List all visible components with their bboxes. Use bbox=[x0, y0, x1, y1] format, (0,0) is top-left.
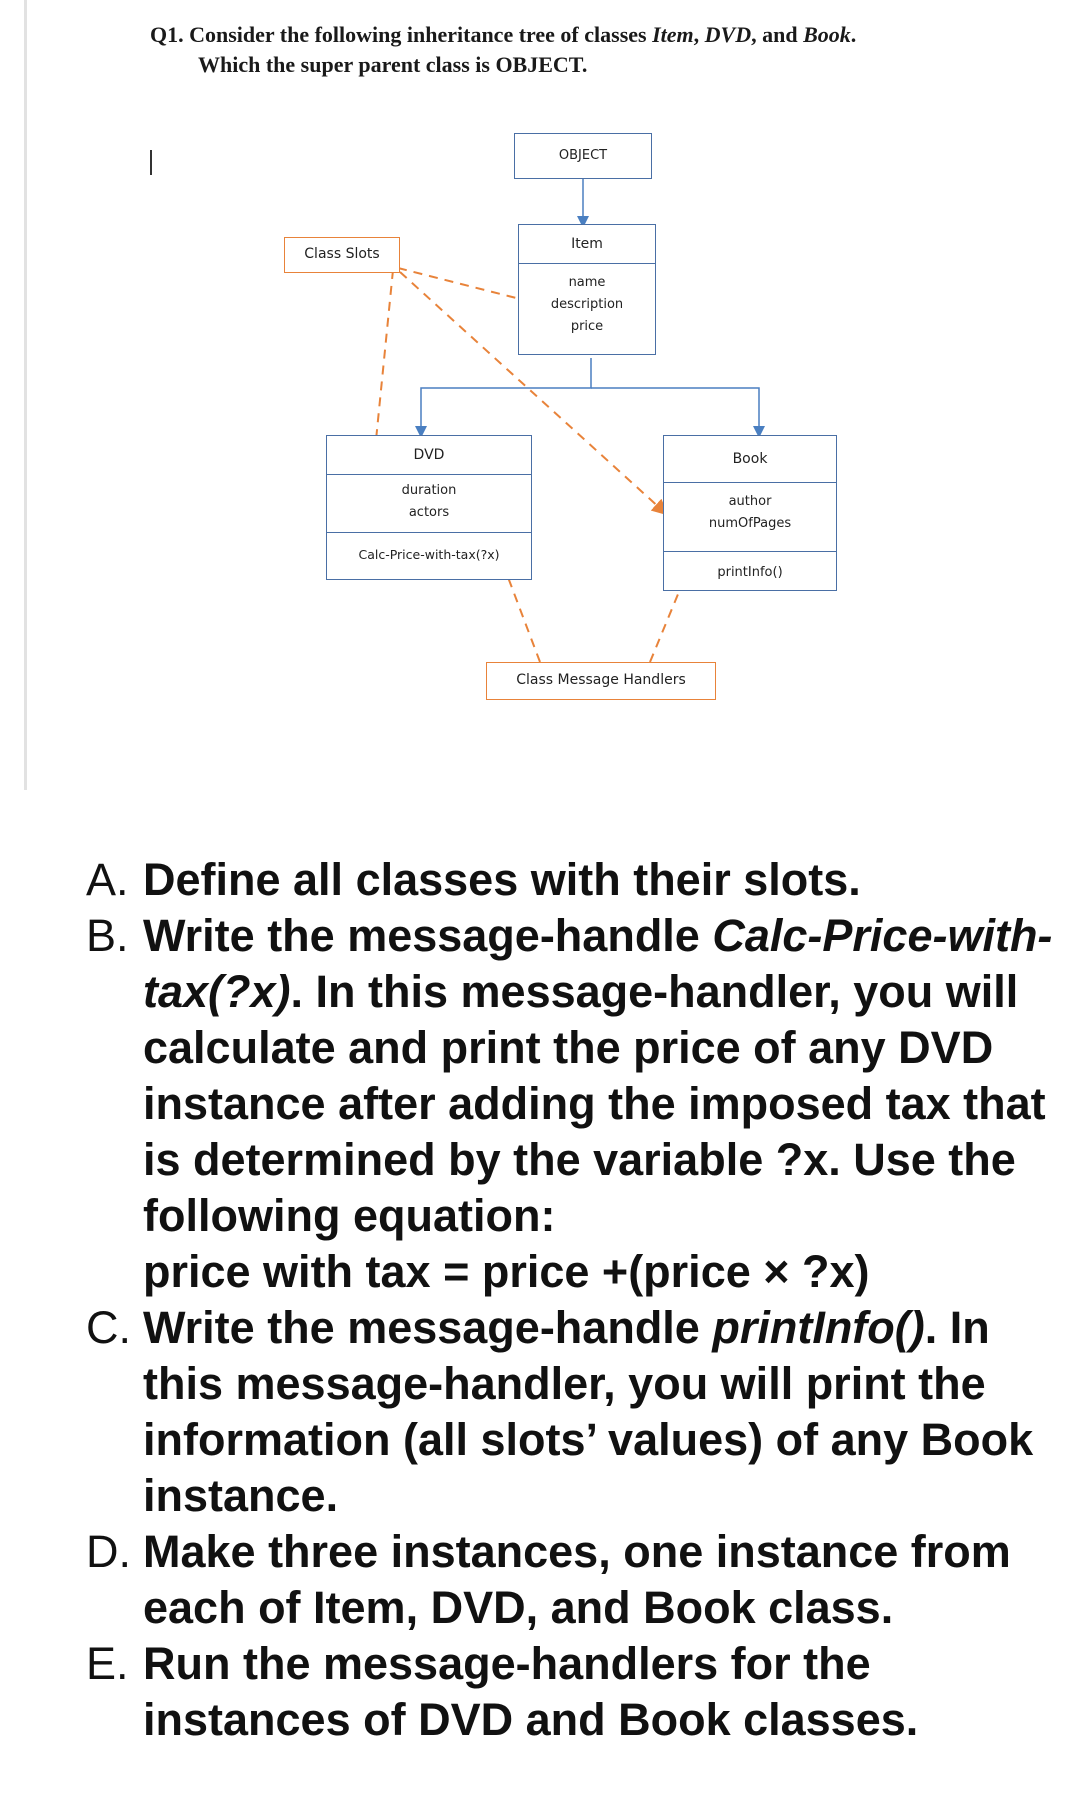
task-b-handler-name: Calc-Price-with-tax(?x) bbox=[143, 910, 1053, 1017]
class-name-item: Item bbox=[652, 22, 694, 47]
class-name-dvd: DVD bbox=[704, 22, 752, 47]
book-handler: printInfo() bbox=[664, 551, 836, 594]
item-slot-price: price bbox=[570, 319, 604, 334]
book-class-title: Book bbox=[732, 451, 768, 467]
item-slot-name: name bbox=[568, 275, 606, 290]
task-e: E. Run the message-handlers for the instances of DVD and Book classes. bbox=[86, 1638, 919, 1745]
item-slot-description: description bbox=[550, 297, 624, 312]
diagram-connectors bbox=[0, 0, 1080, 760]
book-class-box bbox=[663, 435, 837, 591]
dvd-slot-duration: duration bbox=[401, 483, 457, 498]
class-name-book: Book bbox=[803, 22, 851, 47]
class-slots-note: Class Slots bbox=[284, 237, 400, 273]
task-b: B. Write the message-handle Calc-Price-with-tax(?x). In this message-handler, you will calculate and print the price of any DVD instance after adding the imposed tax that is determined by the variable ?x. Use the following equation: price with tax = price +(price × ?x) bbox=[86, 910, 1053, 1297]
dvd-slot-actors: actors bbox=[408, 505, 450, 520]
item-class-title: Item bbox=[571, 236, 603, 252]
class-message-handlers-note: Class Message Handlers bbox=[486, 662, 716, 700]
task-c-handler-name: printInfo() bbox=[712, 1302, 925, 1353]
item-class-box bbox=[518, 224, 656, 355]
task-list bbox=[86, 852, 1066, 1748]
dvd-class-title: DVD bbox=[413, 447, 445, 463]
dvd-class-box bbox=[326, 435, 532, 580]
task-a: A. Define all classes with their slots. bbox=[86, 854, 861, 905]
task-c: C. Write the message-handle printInfo(). In this message-handler, you will print the information (all slots’ values) of any Book instance. bbox=[86, 1302, 1034, 1521]
item-to-subclasses-connector bbox=[421, 358, 591, 432]
task-d: D. Make three instances, one instance from each of Item, DVD, and Book class. bbox=[86, 1526, 1011, 1633]
book-slot-numofpages: numOfPages bbox=[708, 516, 792, 531]
dvd-handler: Calc-Price-with-tax(?x) bbox=[327, 532, 531, 577]
question-line-1: Q1. Consider the following inheritance tree of classes Item, DVD, and Book. bbox=[150, 22, 857, 47]
inheritance-diagram bbox=[0, 0, 1080, 760]
slots-to-item-arrow bbox=[398, 268, 532, 302]
task-b-equation: price with tax = price +(price × ?x) bbox=[143, 1246, 870, 1297]
question-line-2: Which the super parent class is OBJECT. bbox=[198, 52, 588, 77]
object-class-box: OBJECT bbox=[514, 133, 652, 179]
book-slot-author: author bbox=[728, 494, 772, 509]
